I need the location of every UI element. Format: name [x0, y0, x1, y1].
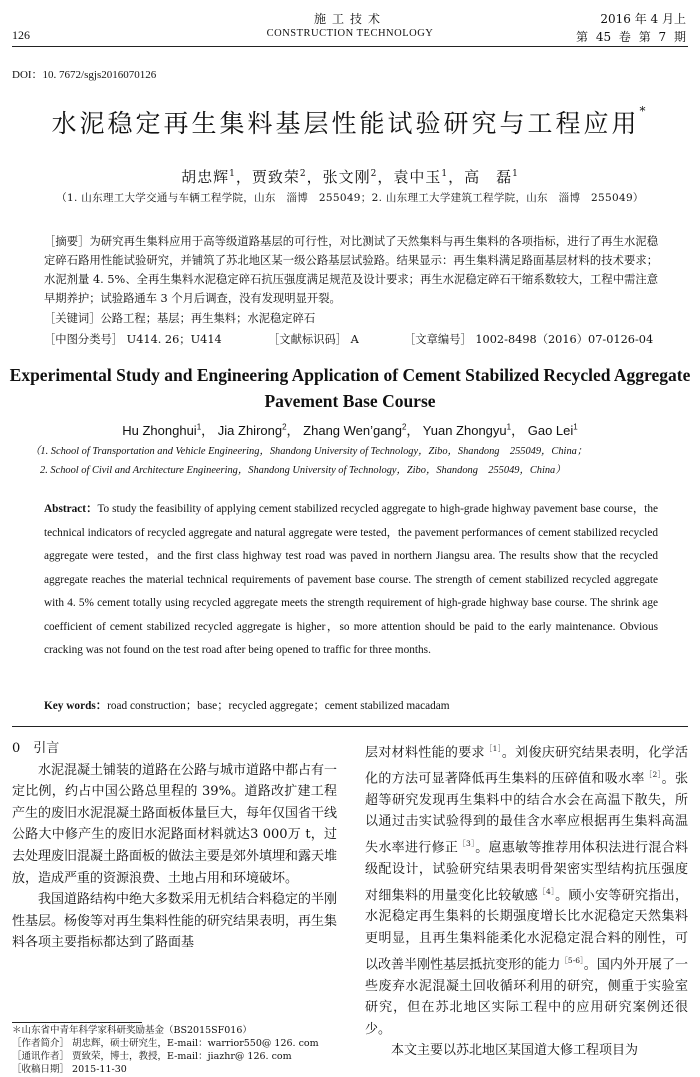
abstract-en: [44, 498, 658, 663]
affiliation-en-1: （1. School of Transportation and Vehicle Engineering，Shandong University of Technology，Zibo，Shandong 255049，China；: [30, 446, 588, 457]
footnote-received-date: ［收稿日期］ 2015-11-30: [12, 1064, 127, 1075]
citation-ref[interactable]: ［4］: [538, 886, 556, 896]
author-affiliation-mark: 1: [573, 422, 578, 432]
abstract-en-label: Abstract：: [44, 503, 98, 515]
body-paragraph: 我国道路结构中绝大多数采用无机结合料稳定的半刚性基层。杨俊等对再生集料性能的研究结果表明，再生集料各项主要指标都达到了路面基: [12, 892, 338, 951]
authors-cn: 胡忠辉$^1$，贾致荣$^2$，张文刚$^2$，袁中玉$^1$，高 磊$^1$: [181, 168, 519, 186]
body-text: 。扈惠敏等推荐用体积法进行混合料级配设计，试验研究结果表明骨架密实型结构抗压强度对细集料的用量变化比较敏感: [365, 840, 688, 903]
section-divider: [12, 726, 688, 727]
body-text: 。张超等研究发现再生集料中的结合水会在高温下散失，所以通过击实试验得到的最佳含水率应根据再生集料高温失水率进行修正: [365, 771, 688, 856]
author-affiliation-mark: 2: [401, 422, 407, 432]
body-right-column: [365, 738, 688, 1062]
author-name: 张文刚: [322, 168, 371, 186]
citation-ref[interactable]: ［1］: [484, 744, 502, 753]
author-affiliation-mark: 1: [512, 169, 519, 179]
section-heading: 0 引言: [12, 741, 60, 756]
title-cn: [0, 104, 700, 140]
doi: DOI：10. 7672/sgjs2016070126: [12, 69, 157, 81]
keywords-cn-text: 公路工程；基层；再生集料；水泥稳定碎石: [100, 312, 316, 325]
body-left-column: [12, 738, 337, 954]
body-text: 。国内外开展了一些废弃水泥混凝土回收循环利用的研究，侧重于实验室研究，但在苏北地区实际工程中的应用研究案例还很少。: [365, 956, 688, 1037]
affiliation-en-2: 2. School of Civil and Architecture Engineering，Shandong University of Technology，Zibo，Shandong 255049，China）: [40, 465, 566, 476]
citation-ref[interactable]: ［3］: [458, 839, 476, 849]
footnote-corresponding-author: ［通讯作者］ 贾致荣，博士，教授，E-mail：jiazhr@ 126. com: [12, 1051, 292, 1062]
author-name: 胡忠辉: [181, 168, 230, 186]
author-name: Gao Lei: [527, 423, 574, 438]
body-text: 层对材料性能的要求: [365, 745, 485, 761]
abstract-en-text: To study the feasibility of applying cement stabilized recycled aggregate to high-grade highway pavement base course，the technical indicators of recycled aggregate and natural aggregate were tested，the pavement performances of cement stabilized recycled aggregate were tested，and the first class highway test road was paved in northern Jiangsu area. The results show that the recycled aggregate reaches the material technical requirements of pavement base course. The strength of cement stabilized recycled aggregate with 4. 5% cement totally using recycled aggregate meets the strength requirement of high-grade highway base course. The shrink age coefficient of cement stabilized recycled aggregate is higher，so more attention should be paid to the early maintenance. Obvious cracking was not found on the test road after being opened to traffic for three months.: [44, 503, 659, 656]
citation-ref[interactable]: ［5-6］: [560, 955, 584, 965]
abstract-cn-text: 为研究再生集料应用于高等级道路基层的可行性，对比测试了天然集料与再生集料的各项指标，进行了再生水泥稳定碎石路用性能试验研究，并铺筑了苏北地区某一级公路基层试验路。结果显示：再生集料满足路面基层材料的技术要求；水泥剂量 4. 5%、全再生集料水泥稳定碎石抗压强度满足规范及设计要求；再生水泥稳定碎石干缩系数较大，工程中需注意早期养护；试验路通车 3 个月后调查，没有发现明显开裂。: [44, 235, 658, 305]
footnote-author-intro: ［作者简介］ 胡忠辉，硕士研究生，E-mail：warrior550@ 126. com: [12, 1038, 319, 1049]
author-name: Yuan Zhongyu: [422, 423, 507, 438]
body-text: 。刘俊庆研究结果表明，化学活化的方法可显著降低再生集料的压碎值和吸水率: [365, 745, 688, 787]
body-paragraph-continued: [365, 738, 688, 1040]
author-affiliation-mark: 1: [506, 422, 512, 432]
citation-ref[interactable]: ［2］: [644, 769, 662, 779]
body-paragraph: 本文主要以苏北地区某国道大修工程项目为: [391, 1043, 639, 1059]
affiliation-cn: （1. 山东理工大学交通与车辆工程学院，山东 淄博 255049；2. 山东理工大学建筑工程学院，山东 淄博 255049）: [56, 192, 644, 204]
keywords-cn: [44, 310, 658, 326]
volume-issue: 第 45 卷 第 7 期: [576, 30, 686, 44]
affiliation-en: [30, 442, 670, 480]
author-affiliation-mark: 1: [441, 169, 449, 179]
author-affiliation-mark: 1: [229, 169, 236, 179]
keywords-cn-label: ［关键词］: [44, 312, 101, 325]
clc-number: ［中图分类号］ U414. 26；U414: [44, 333, 222, 346]
journal-title-en: CONSTRUCTION TECHNOLOGY: [266, 28, 434, 39]
author-name: 袁中玉: [393, 168, 442, 186]
author-affiliation-mark: 2: [299, 169, 307, 179]
author-affiliation-mark: 2: [282, 422, 287, 432]
author-affiliation-mark: 2: [370, 169, 378, 179]
page-number: 126: [12, 28, 30, 42]
article-number: ［文章编号］ 1002-8498（2016）07-0126-04: [404, 333, 654, 346]
author-name: Zhang Wen’gang: [303, 423, 402, 438]
author-name: Jia Zhirong: [217, 423, 283, 438]
document-code: ［文献标识码］ A: [268, 333, 359, 346]
title-en: Experimental Study and Engineering Application of Cement Stabilized Recycled Aggregate Pavement Base Course: [9, 365, 691, 411]
issue-date: 2016 年 4 月上: [600, 12, 686, 26]
journal-title-cn: 施工技术: [313, 12, 386, 26]
body-text: 。顾小安等研究指出，水泥稳定再生集料的长期强度增长比水泥稳定天然集料更明显，且再生集料能柔化水泥稳定混合料的刚性，可以改善半刚性基层抵抗变形的能力: [365, 887, 688, 972]
abstract-cn-label: ［摘要］: [44, 235, 90, 248]
header-rule: [12, 46, 688, 47]
keywords-en-label: Key words：: [44, 700, 108, 712]
authors-en: Hu Zhonghui$^1$， Jia Zhirong$^2$， Zhang Wen’gang$^2$， Yuan Zhongyu$^1$， Gao Lei$^1$: [122, 422, 578, 438]
author-name: Hu Zhonghui: [122, 423, 197, 438]
abstract-cn: [44, 232, 658, 308]
footnote-fund: ＊山东省中青年科学家科研奖励基金（BS2015SF016）: [12, 1025, 252, 1036]
keywords-en-text: road construction；base；recycled aggregate；cement stabilized macadam: [107, 700, 450, 712]
title-cn-text: 水泥稳定再生集料基层性能试验研究与工程应用: [51, 109, 640, 138]
keywords-en: [44, 697, 658, 713]
author-name: 贾致荣: [251, 168, 300, 186]
body-paragraph: 水泥混凝土铺装的道路在公路与城市道路中都占有一定比例，约占中国公路总里程的 39%。道路改扩建工程产生的废旧水泥混凝土路面板体量巨大，每年仅国省干线公路大中修产生的废旧水泥路面材料就达3 000万 t，过去处理废旧混凝土路面板的做法主要是郊外填埋和露天堆放，造成严重的资源浪费、土地占用和环境破坏。: [12, 762, 338, 886]
author-affiliation-mark: 1: [196, 422, 202, 432]
title-footnote-mark: *: [639, 104, 649, 118]
author-name: 高 磊: [464, 168, 513, 186]
footnote-rule: [12, 1022, 142, 1023]
